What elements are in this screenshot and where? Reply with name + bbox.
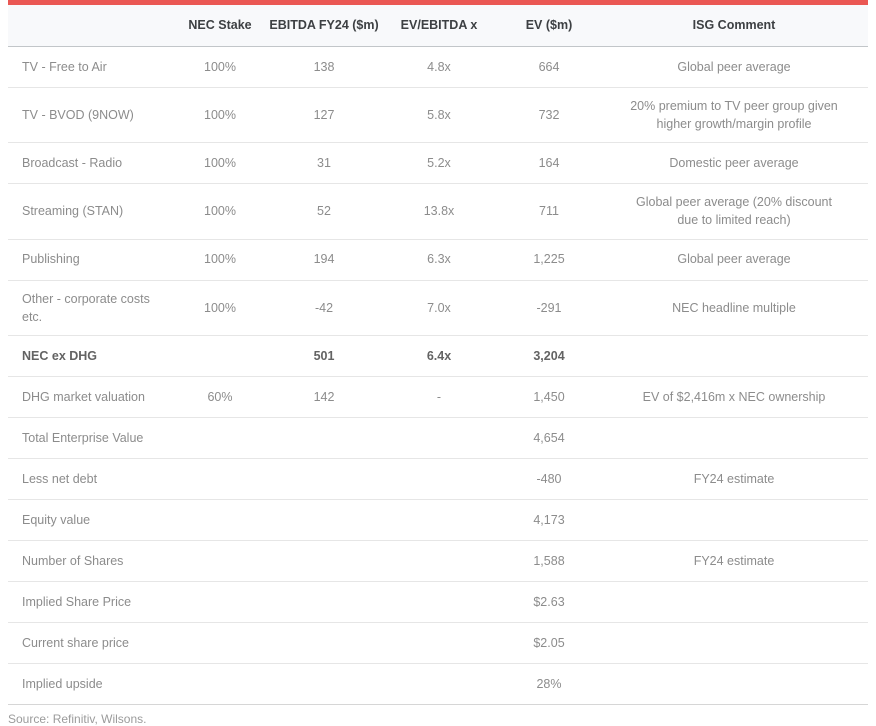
table-body: [8, 47, 868, 705]
cell-ebitda-fy24: [268, 634, 380, 652]
cell-isg-comment: NEC headline multiple: [672, 300, 796, 315]
table-row: [8, 664, 868, 705]
cell-ev-ebitda-x: [380, 429, 498, 447]
cell-ev: 4,654: [533, 430, 565, 445]
cell-isg-comment: [600, 675, 868, 693]
row-label: Equity value: [22, 512, 91, 527]
cell-ev: 164: [538, 156, 560, 171]
row-label: TV - Free to Air: [22, 59, 107, 74]
cell-isg-comment: [600, 429, 868, 447]
table-row: [8, 418, 868, 459]
table-row: [8, 281, 868, 336]
cell-nec-stake: [172, 675, 268, 693]
cell-ev-ebitda-x: 6.4x: [426, 348, 452, 363]
cell-ev-ebitda-x: [380, 511, 498, 529]
cell-ebitda-fy24: [268, 552, 380, 570]
cell-ebitda-fy24: [268, 675, 380, 693]
row-label: Publishing: [22, 252, 80, 267]
cell-ev: 711: [539, 204, 559, 219]
cell-ebitda-fy24: 127: [313, 108, 335, 123]
cell-nec-stake: [172, 470, 268, 488]
cell-nec-stake: 100%: [204, 156, 236, 171]
cell-isg-comment: Global peer average (20% discount due to limited reach): [636, 195, 832, 228]
table-row: [8, 500, 868, 541]
cell-isg-comment: FY24 estimate: [693, 553, 775, 568]
cell-ev-ebitda-x: [380, 675, 498, 693]
column-header-segment: [8, 17, 172, 35]
row-label: TV - BVOD (9NOW): [22, 108, 134, 123]
cell-isg-comment: [600, 347, 868, 365]
column-header-ev: EV ($m): [525, 18, 573, 33]
table-row: [8, 47, 868, 88]
cell-ev: $2.05: [533, 635, 565, 650]
cell-nec-stake: 100%: [204, 252, 236, 267]
cell-ebitda-fy24: 142: [313, 389, 335, 404]
cell-ev: 4,173: [533, 512, 565, 527]
cell-nec-stake: 60%: [207, 389, 233, 404]
cell-nec-stake: [172, 429, 268, 447]
row-label: Number of Shares: [22, 553, 124, 568]
cell-nec-stake: [172, 347, 268, 365]
table-row: [8, 623, 868, 664]
row-label: Total Enterprise Value: [22, 430, 144, 445]
cell-ebitda-fy24: 138: [313, 59, 335, 74]
cell-ev-ebitda-x: [380, 593, 498, 611]
cell-ev: 1,450: [533, 389, 565, 404]
cell-isg-comment: 20% premium to TV peer group given higher growth/margin profile: [630, 99, 838, 132]
cell-ebitda-fy24: 194: [313, 252, 335, 267]
row-label: DHG market valuation: [22, 389, 145, 404]
cell-ev: 3,204: [533, 348, 565, 363]
cell-ev: 732: [538, 108, 560, 123]
cell-ev-ebitda-x: [380, 470, 498, 488]
cell-isg-comment: [600, 511, 868, 529]
cell-ev-ebitda-x: 4.8x: [427, 59, 451, 74]
table-row: [8, 88, 868, 143]
cell-ev: -291: [536, 300, 562, 315]
row-label: Less net debt: [22, 471, 98, 486]
cell-ev-ebitda-x: 5.8x: [427, 108, 451, 123]
row-label: Broadcast - Radio: [22, 156, 123, 171]
cell-ev: 1,225: [533, 252, 565, 267]
cell-isg-comment: Global peer average: [677, 252, 791, 267]
table-row: [8, 459, 868, 500]
cell-ebitda-fy24: [268, 511, 380, 529]
cell-nec-stake: [172, 511, 268, 529]
cell-isg-comment: Global peer average: [677, 59, 791, 74]
source-note: Source: Refinitiv, Wilsons.: [8, 711, 147, 726]
cell-nec-stake: [172, 634, 268, 652]
cell-ev-ebitda-x: [380, 634, 498, 652]
cell-isg-comment: [600, 634, 868, 652]
table-row: [8, 336, 868, 377]
row-label: Implied Share Price: [22, 594, 132, 609]
cell-ev-ebitda-x: [380, 552, 498, 570]
cell-ebitda-fy24: [268, 470, 380, 488]
row-label: Other - corporate costs etc.: [22, 291, 150, 324]
table-row: [8, 240, 868, 281]
cell-ebitda-fy24: -42: [314, 300, 334, 315]
cell-ev-ebitda-x: 7.0x: [427, 300, 451, 315]
cell-ev: 1,588: [533, 553, 565, 568]
cell-isg-comment: EV of $2,416m x NEC ownership: [642, 389, 826, 404]
cell-ebitda-fy24: [268, 429, 380, 447]
cell-ev-ebitda-x: 13.8x: [423, 204, 455, 219]
cell-ebitda-fy24: 501: [313, 348, 335, 363]
sum-of-parts-table: [8, 0, 868, 705]
cell-nec-stake: 100%: [204, 59, 236, 74]
table-header-row: [8, 5, 868, 47]
cell-isg-comment: FY24 estimate: [693, 471, 775, 486]
cell-nec-stake: 100%: [204, 204, 236, 219]
column-header-ev-ebitda-x: EV/EBITDA x: [400, 18, 478, 33]
row-label: Implied upside: [22, 676, 103, 691]
row-label: NEC ex DHG: [22, 348, 98, 363]
cell-ev-ebitda-x: 5.2x: [427, 156, 451, 171]
table-row: [8, 143, 868, 184]
table-row: [8, 582, 868, 623]
cell-ebitda-fy24: 52: [317, 204, 331, 219]
column-header-nec-stake: NEC Stake: [188, 18, 252, 33]
cell-isg-comment: [600, 593, 868, 611]
cell-ev-ebitda-x: -: [436, 389, 442, 404]
cell-isg-comment: Domestic peer average: [669, 156, 799, 171]
cell-nec-stake: 100%: [204, 300, 236, 315]
table-row: [8, 184, 868, 239]
cell-ebitda-fy24: 31: [317, 156, 331, 171]
table-row: [8, 541, 868, 582]
cell-nec-stake: [172, 552, 268, 570]
cell-nec-stake: 100%: [204, 108, 236, 123]
cell-ev: -480: [536, 471, 562, 486]
row-label: Current share price: [22, 635, 129, 650]
cell-ebitda-fy24: [268, 593, 380, 611]
table-row: [8, 377, 868, 418]
cell-ev-ebitda-x: 6.3x: [427, 252, 451, 267]
column-header-isg-comment: ISG Comment: [692, 18, 776, 33]
cell-nec-stake: [172, 593, 268, 611]
row-label: Streaming (STAN): [22, 204, 124, 219]
cell-ev: 28%: [536, 676, 562, 691]
column-header-ebitda-fy24: EBITDA FY24 ($m): [269, 18, 379, 33]
cell-ev: 664: [538, 59, 560, 74]
cell-ev: $2.63: [533, 594, 565, 609]
